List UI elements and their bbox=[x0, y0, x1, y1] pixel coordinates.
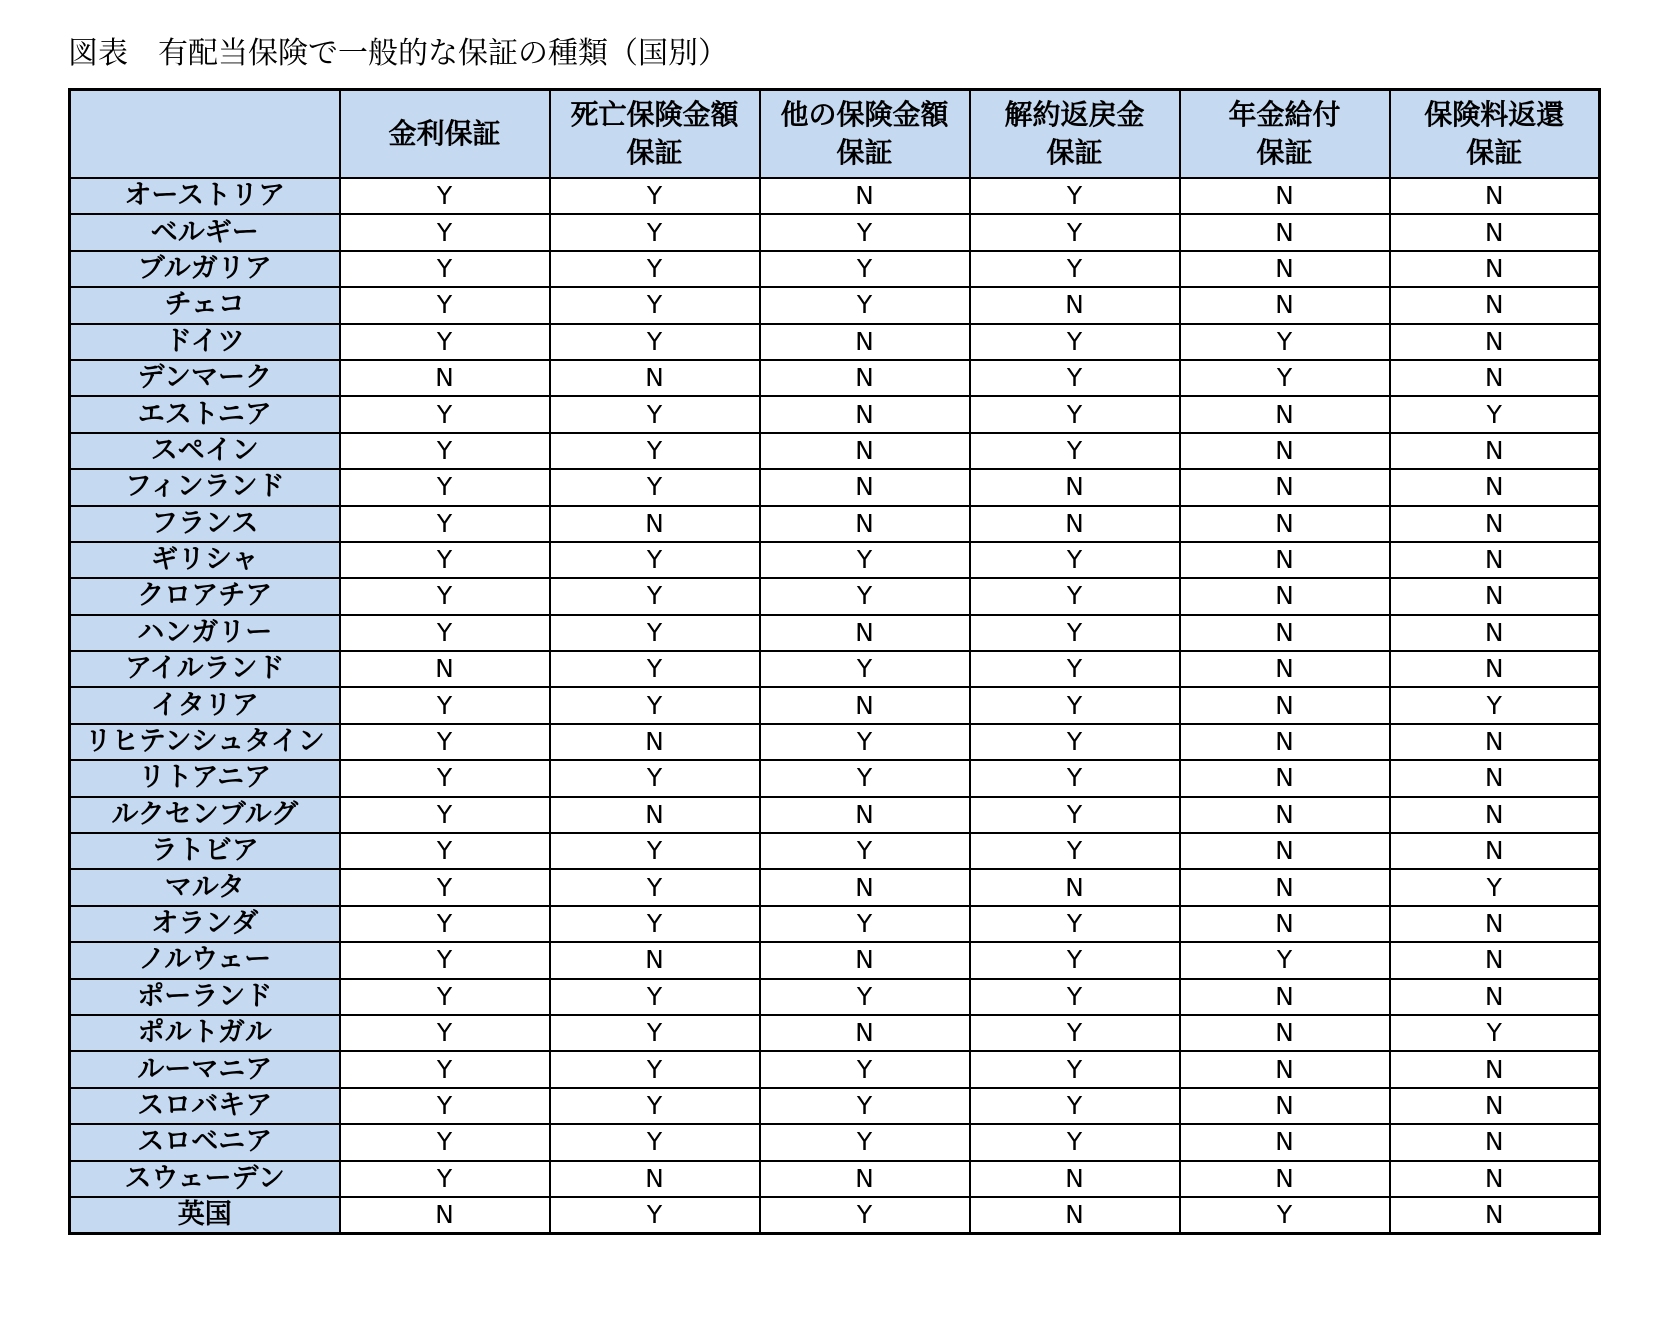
guarantee-value-cell: Y bbox=[970, 1124, 1180, 1160]
table-row bbox=[70, 433, 1600, 469]
guarantee-value-cell: Y bbox=[340, 687, 550, 723]
guarantee-value-cell: N bbox=[1180, 578, 1390, 614]
guarantee-value-cell: Y bbox=[970, 979, 1180, 1015]
country-name-cell: クロアチア bbox=[70, 578, 340, 614]
guarantee-value-cell: Y bbox=[970, 251, 1180, 287]
guarantee-value-cell: N bbox=[1180, 506, 1390, 542]
guarantee-value-cell: Y bbox=[970, 651, 1180, 687]
column-header bbox=[550, 90, 760, 179]
guarantee-value-cell: N bbox=[550, 942, 760, 978]
guarantee-value-cell: N bbox=[1390, 979, 1600, 1015]
guarantee-value-cell: Y bbox=[340, 433, 550, 469]
table-row bbox=[70, 651, 1600, 687]
guarantee-value-cell: Y bbox=[760, 214, 970, 250]
guarantee-value-cell: Y bbox=[550, 324, 760, 360]
guarantee-value-cell: Y bbox=[1180, 942, 1390, 978]
country-name-cell: オランダ bbox=[70, 906, 340, 942]
guarantee-value-cell: N bbox=[1180, 396, 1390, 432]
table-row bbox=[70, 506, 1600, 542]
table-row bbox=[70, 251, 1600, 287]
guarantee-value-cell: Y bbox=[1390, 869, 1600, 905]
table-row bbox=[70, 760, 1600, 796]
table-row bbox=[70, 906, 1600, 942]
country-name-cell: フランス bbox=[70, 506, 340, 542]
guarantee-value-cell: Y bbox=[550, 1051, 760, 1087]
country-name-cell: デンマーク bbox=[70, 360, 340, 396]
guarantee-value-cell: N bbox=[970, 506, 1180, 542]
table-row bbox=[70, 1197, 1600, 1234]
guarantee-value-cell: Y bbox=[550, 178, 760, 214]
guarantee-value-cell: Y bbox=[550, 1088, 760, 1124]
guarantee-value-cell: Y bbox=[970, 1051, 1180, 1087]
country-name-cell: ノルウェー bbox=[70, 942, 340, 978]
guarantee-value-cell: Y bbox=[760, 906, 970, 942]
guarantee-value-cell: Y bbox=[970, 360, 1180, 396]
table-row bbox=[70, 578, 1600, 614]
guarantee-value-cell: N bbox=[1390, 214, 1600, 250]
guarantee-value-cell: Y bbox=[1390, 396, 1600, 432]
column-header-line: 保証 bbox=[1256, 136, 1313, 169]
guarantee-value-cell: Y bbox=[970, 542, 1180, 578]
guarantee-value-cell: Y bbox=[340, 214, 550, 250]
table-row bbox=[70, 469, 1600, 505]
guarantee-value-cell: Y bbox=[970, 760, 1180, 796]
guarantee-value-cell: Y bbox=[970, 214, 1180, 250]
guarantee-value-cell: N bbox=[970, 287, 1180, 323]
guarantee-value-cell: Y bbox=[550, 615, 760, 651]
guarantee-value-cell: N bbox=[340, 1197, 550, 1234]
guarantee-value-cell: N bbox=[760, 797, 970, 833]
guarantee-value-cell: N bbox=[760, 942, 970, 978]
guarantee-value-cell: N bbox=[1180, 687, 1390, 723]
table-row bbox=[70, 724, 1600, 760]
guarantee-value-cell: Y bbox=[340, 615, 550, 651]
country-name-cell: イタリア bbox=[70, 687, 340, 723]
guarantee-value-cell: N bbox=[1390, 1088, 1600, 1124]
table-row bbox=[70, 214, 1600, 250]
table-row bbox=[70, 360, 1600, 396]
guarantee-value-cell: N bbox=[760, 1015, 970, 1051]
guarantee-value-cell: Y bbox=[550, 833, 760, 869]
guarantee-value-cell: N bbox=[1180, 542, 1390, 578]
guarantee-value-cell: Y bbox=[970, 942, 1180, 978]
guarantee-value-cell: Y bbox=[340, 942, 550, 978]
guarantee-value-cell: Y bbox=[340, 1015, 550, 1051]
guarantee-value-cell: N bbox=[1390, 1161, 1600, 1197]
guarantee-value-cell: N bbox=[760, 360, 970, 396]
guarantee-value-cell: N bbox=[1180, 615, 1390, 651]
guarantee-value-cell: N bbox=[1390, 578, 1600, 614]
guarantee-value-cell: Y bbox=[340, 1161, 550, 1197]
guarantee-value-cell: Y bbox=[760, 760, 970, 796]
guarantee-value-cell: Y bbox=[970, 578, 1180, 614]
table-row bbox=[70, 1015, 1600, 1051]
column-header-line: 保証 bbox=[1466, 136, 1523, 169]
guarantee-value-cell: N bbox=[1180, 1161, 1390, 1197]
guarantee-value-cell: Y bbox=[970, 687, 1180, 723]
country-name-cell: チェコ bbox=[70, 287, 340, 323]
guarantee-value-cell: N bbox=[1180, 797, 1390, 833]
table-row bbox=[70, 687, 1600, 723]
guarantee-value-cell: N bbox=[970, 469, 1180, 505]
guarantee-value-cell: Y bbox=[760, 833, 970, 869]
country-name-cell: ハンガリー bbox=[70, 615, 340, 651]
guarantee-value-cell: N bbox=[1390, 651, 1600, 687]
header-row bbox=[70, 90, 1600, 179]
country-name-cell: ブルガリア bbox=[70, 251, 340, 287]
guarantee-value-cell: Y bbox=[970, 1015, 1180, 1051]
guarantee-value-cell: N bbox=[970, 869, 1180, 905]
guarantee-value-cell: Y bbox=[550, 906, 760, 942]
table-row bbox=[70, 178, 1600, 214]
table-row bbox=[70, 869, 1600, 905]
country-name-cell: スウェーデン bbox=[70, 1161, 340, 1197]
column-header bbox=[1180, 90, 1390, 179]
table-row bbox=[70, 396, 1600, 432]
guarantee-value-cell: Y bbox=[1180, 1197, 1390, 1234]
table-header bbox=[70, 90, 1600, 179]
country-name-cell: ラトビア bbox=[70, 833, 340, 869]
country-name-cell: リヒテンシュタイン bbox=[70, 724, 340, 760]
guarantee-value-cell: Y bbox=[760, 1088, 970, 1124]
guarantee-value-cell: Y bbox=[550, 578, 760, 614]
guarantee-value-cell: N bbox=[1180, 1051, 1390, 1087]
guarantee-value-cell: Y bbox=[340, 1124, 550, 1160]
guarantee-value-cell: Y bbox=[760, 1197, 970, 1234]
country-name-cell: ベルギー bbox=[70, 214, 340, 250]
column-header-line: 解約返戻金 bbox=[1004, 98, 1145, 131]
guarantee-value-cell: Y bbox=[550, 542, 760, 578]
table-row bbox=[70, 1161, 1600, 1197]
guarantee-value-cell: N bbox=[340, 360, 550, 396]
guarantee-value-cell: N bbox=[970, 1197, 1180, 1234]
table-row bbox=[70, 942, 1600, 978]
header-corner-cell bbox=[70, 90, 340, 179]
guarantee-value-cell: N bbox=[1180, 869, 1390, 905]
guarantee-value-cell: N bbox=[1180, 469, 1390, 505]
guarantee-value-cell: Y bbox=[760, 1051, 970, 1087]
guarantee-value-cell: Y bbox=[340, 251, 550, 287]
guarantee-value-cell: N bbox=[1390, 1124, 1600, 1160]
guarantee-value-cell: Y bbox=[550, 1197, 760, 1234]
guarantee-value-cell: Y bbox=[340, 287, 550, 323]
guarantee-value-cell: Y bbox=[340, 979, 550, 1015]
guarantee-value-cell: N bbox=[340, 651, 550, 687]
country-name-cell: アイルランド bbox=[70, 651, 340, 687]
table-row bbox=[70, 1051, 1600, 1087]
guarantee-value-cell: Y bbox=[340, 797, 550, 833]
guarantee-value-cell: Y bbox=[340, 396, 550, 432]
guarantee-value-cell: Y bbox=[340, 1088, 550, 1124]
guarantee-value-cell: Y bbox=[550, 869, 760, 905]
guarantee-value-cell: N bbox=[1180, 178, 1390, 214]
guarantee-value-cell: N bbox=[1390, 506, 1600, 542]
guarantee-value-cell: N bbox=[760, 869, 970, 905]
country-name-cell: ポーランド bbox=[70, 979, 340, 1015]
guarantee-value-cell: Y bbox=[550, 287, 760, 323]
country-name-cell: ルクセンブルグ bbox=[70, 797, 340, 833]
guarantee-value-cell: N bbox=[1180, 287, 1390, 323]
guarantee-value-cell: N bbox=[550, 1161, 760, 1197]
guarantee-value-cell: Y bbox=[1390, 1015, 1600, 1051]
column-header-line: 保証 bbox=[1046, 136, 1103, 169]
column-header bbox=[340, 90, 550, 179]
guarantee-value-cell: N bbox=[1180, 833, 1390, 869]
country-name-cell: ポルトガル bbox=[70, 1015, 340, 1051]
guarantee-value-cell: N bbox=[1180, 1015, 1390, 1051]
guarantee-value-cell: N bbox=[1390, 178, 1600, 214]
guarantee-value-cell: N bbox=[760, 469, 970, 505]
guarantee-value-cell: Y bbox=[550, 214, 760, 250]
guarantee-value-cell: Y bbox=[970, 797, 1180, 833]
guarantee-value-cell: N bbox=[760, 1161, 970, 1197]
column-header bbox=[970, 90, 1180, 179]
guarantee-value-cell: N bbox=[1390, 724, 1600, 760]
guarantee-value-cell: N bbox=[760, 433, 970, 469]
guarantee-value-cell: Y bbox=[340, 542, 550, 578]
table-row bbox=[70, 1088, 1600, 1124]
guarantee-value-cell: N bbox=[760, 687, 970, 723]
guarantee-value-cell: Y bbox=[340, 760, 550, 796]
guarantee-value-cell: N bbox=[760, 324, 970, 360]
guarantee-value-cell: N bbox=[760, 178, 970, 214]
column-header-line: 年金給付 bbox=[1228, 98, 1341, 131]
guarantee-value-cell: Y bbox=[340, 724, 550, 760]
table-row bbox=[70, 833, 1600, 869]
guarantee-value-cell: Y bbox=[550, 760, 760, 796]
guarantee-value-cell: N bbox=[1180, 651, 1390, 687]
guarantee-value-cell: N bbox=[1180, 251, 1390, 287]
guarantee-value-cell: N bbox=[1390, 797, 1600, 833]
guarantee-value-cell: Y bbox=[760, 542, 970, 578]
guarantee-value-cell: Y bbox=[550, 1015, 760, 1051]
guarantee-value-cell: Y bbox=[970, 906, 1180, 942]
guarantee-value-cell: N bbox=[1180, 1088, 1390, 1124]
guarantee-value-cell: Y bbox=[340, 869, 550, 905]
country-name-cell: スロバキア bbox=[70, 1088, 340, 1124]
guarantee-value-cell: Y bbox=[340, 833, 550, 869]
guarantee-value-cell: N bbox=[1180, 906, 1390, 942]
column-header-line: 保証 bbox=[836, 136, 893, 169]
guarantee-value-cell: N bbox=[760, 506, 970, 542]
guarantee-value-cell: N bbox=[1180, 979, 1390, 1015]
country-name-cell: マルタ bbox=[70, 869, 340, 905]
guarantee-value-cell: Y bbox=[970, 1088, 1180, 1124]
guarantee-value-cell: N bbox=[550, 360, 760, 396]
table-row bbox=[70, 797, 1600, 833]
guarantee-value-cell: Y bbox=[760, 1124, 970, 1160]
guarantee-value-cell: N bbox=[760, 615, 970, 651]
guarantee-value-cell: Y bbox=[970, 433, 1180, 469]
guarantee-value-cell: N bbox=[1390, 542, 1600, 578]
country-name-cell: フィンランド bbox=[70, 469, 340, 505]
column-header bbox=[1390, 90, 1600, 179]
table-row bbox=[70, 979, 1600, 1015]
guarantee-value-cell: N bbox=[760, 396, 970, 432]
guarantee-value-cell: N bbox=[1390, 760, 1600, 796]
guarantee-value-cell: N bbox=[1180, 760, 1390, 796]
table-row bbox=[70, 1124, 1600, 1160]
guarantee-value-cell: Y bbox=[1180, 360, 1390, 396]
guarantee-value-cell: N bbox=[1390, 251, 1600, 287]
column-header-line: 保証 bbox=[626, 136, 683, 169]
guarantee-value-cell: Y bbox=[340, 506, 550, 542]
guarantee-value-cell: N bbox=[1390, 942, 1600, 978]
guarantee-value-cell: N bbox=[1390, 833, 1600, 869]
guarantee-value-cell: N bbox=[1390, 324, 1600, 360]
guarantee-value-cell: Y bbox=[1180, 324, 1390, 360]
country-name-cell: スペイン bbox=[70, 433, 340, 469]
guarantee-value-cell: Y bbox=[550, 469, 760, 505]
guarantee-value-cell: N bbox=[970, 1161, 1180, 1197]
guarantee-value-cell: Y bbox=[970, 833, 1180, 869]
guarantee-value-cell: Y bbox=[340, 178, 550, 214]
guarantee-value-cell: Y bbox=[760, 651, 970, 687]
country-name-cell: オーストリア bbox=[70, 178, 340, 214]
guarantee-value-cell: N bbox=[1180, 724, 1390, 760]
guarantee-value-cell: N bbox=[550, 506, 760, 542]
country-name-cell: ドイツ bbox=[70, 324, 340, 360]
column-header bbox=[760, 90, 970, 179]
guarantee-value-cell: Y bbox=[970, 324, 1180, 360]
column-header-line: 他の保険金額 bbox=[780, 98, 949, 131]
guarantee-value-cell: Y bbox=[550, 1124, 760, 1160]
guarantee-value-cell: Y bbox=[760, 979, 970, 1015]
guarantee-value-cell: N bbox=[1180, 214, 1390, 250]
guarantee-value-cell: Y bbox=[970, 396, 1180, 432]
guarantee-value-cell: N bbox=[1390, 469, 1600, 505]
country-name-cell: 英国 bbox=[70, 1197, 340, 1234]
guarantee-value-cell: Y bbox=[550, 979, 760, 1015]
figure-caption: 図表 有配当保険で一般的な保証の種類（国別） bbox=[68, 36, 728, 71]
guarantee-value-cell: Y bbox=[340, 906, 550, 942]
guarantee-value-cell: N bbox=[1390, 1051, 1600, 1087]
table-row bbox=[70, 324, 1600, 360]
country-name-cell: リトアニア bbox=[70, 760, 340, 796]
guarantee-value-cell: N bbox=[1390, 287, 1600, 323]
guarantee-value-cell: Y bbox=[550, 433, 760, 469]
guarantee-value-cell: N bbox=[1390, 360, 1600, 396]
country-name-cell: ルーマニア bbox=[70, 1051, 340, 1087]
guarantee-table bbox=[68, 88, 1601, 1235]
guarantee-value-cell: N bbox=[1390, 1197, 1600, 1234]
guarantee-value-cell: Y bbox=[970, 178, 1180, 214]
guarantee-value-cell: Y bbox=[550, 396, 760, 432]
guarantee-value-cell: Y bbox=[550, 687, 760, 723]
guarantee-value-cell: Y bbox=[970, 724, 1180, 760]
country-name-cell: スロベニア bbox=[70, 1124, 340, 1160]
guarantee-value-cell: Y bbox=[970, 615, 1180, 651]
guarantee-value-cell: Y bbox=[340, 324, 550, 360]
guarantee-value-cell: Y bbox=[760, 724, 970, 760]
guarantee-value-cell: Y bbox=[340, 1051, 550, 1087]
table-row bbox=[70, 287, 1600, 323]
country-name-cell: ギリシャ bbox=[70, 542, 340, 578]
guarantee-value-cell: Y bbox=[340, 469, 550, 505]
guarantee-value-cell: Y bbox=[550, 651, 760, 687]
guarantee-value-cell: N bbox=[1390, 906, 1600, 942]
table-body bbox=[70, 178, 1600, 1234]
column-header-line: 保険料返還 bbox=[1424, 98, 1565, 131]
guarantee-value-cell: N bbox=[1180, 1124, 1390, 1160]
table-row bbox=[70, 542, 1600, 578]
column-header-line: 死亡保険金額 bbox=[570, 98, 739, 131]
column-header-line: 金利保証 bbox=[388, 117, 501, 150]
guarantee-value-cell: N bbox=[1390, 433, 1600, 469]
guarantee-value-cell: Y bbox=[760, 578, 970, 614]
country-name-cell: エストニア bbox=[70, 396, 340, 432]
guarantee-value-cell: N bbox=[1180, 433, 1390, 469]
guarantee-value-cell: Y bbox=[760, 287, 970, 323]
guarantee-value-cell: Y bbox=[340, 578, 550, 614]
guarantee-value-cell: N bbox=[1390, 615, 1600, 651]
guarantee-value-cell: Y bbox=[550, 251, 760, 287]
guarantee-value-cell: N bbox=[550, 797, 760, 833]
guarantee-value-cell: Y bbox=[760, 251, 970, 287]
guarantee-value-cell: N bbox=[550, 724, 760, 760]
table-row bbox=[70, 615, 1600, 651]
guarantee-value-cell: Y bbox=[1390, 687, 1600, 723]
